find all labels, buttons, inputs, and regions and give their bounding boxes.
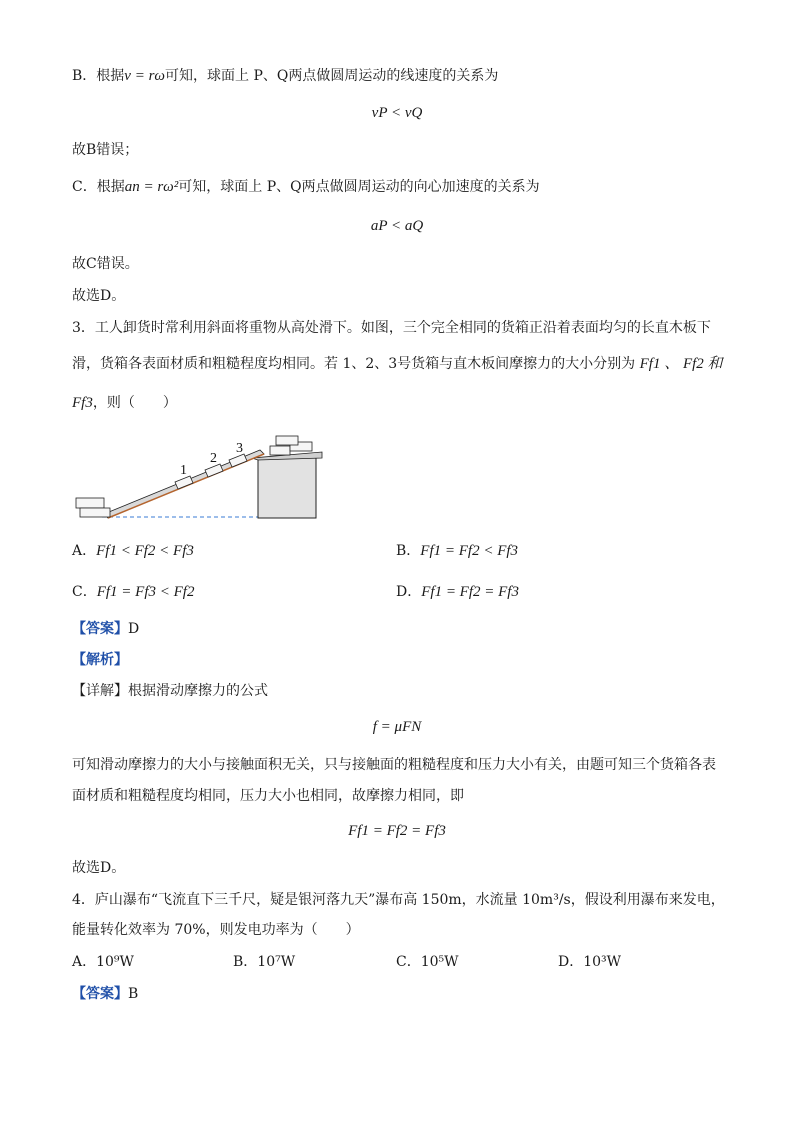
q3-option-b: B．Ff1 = Ff2 < Ff3 [396, 543, 519, 559]
q3-option-c: C．Ff1 = Ff3 < Ff2 [72, 584, 195, 600]
label-3: 3 [236, 441, 243, 456]
q3-force-vars: Ff1 、 Ff2 和 [639, 356, 723, 372]
verdict-c: 故C错误。 [72, 256, 139, 272]
q3-explain-line1: 可知滑动摩擦力的大小与接触面积无关，只与接触面的粗糙程度和压力大小有关，由题可知三个货箱各表 [72, 757, 716, 773]
q4-stem-line2: 能量转化效率为 70%，则发电功率为（ ） [72, 922, 360, 938]
q3-choice: 故选D。 [72, 860, 126, 876]
q4-option-d: D．10³W [558, 954, 622, 970]
q3-stem-line3: Ff3，则（ ） [72, 395, 177, 411]
formula-an: an = rω² [124, 179, 179, 195]
q3-explain-line2: 面材质和粗糙程度均相同，压力大小也相同，故摩擦力相同，即 [72, 788, 464, 804]
verdict-b: 故B错误； [72, 142, 139, 158]
answer-tag: 【答案】 [72, 621, 128, 637]
q3-detail: 【详解】根据滑动摩擦力的公式 [72, 683, 268, 699]
q4-option-c: C．10⁵W [396, 954, 459, 970]
label-2: 2 [210, 451, 217, 466]
prev-choice: 故选D。 [72, 288, 126, 304]
option-b-explanation: B．根据v = rω可知，球面上 P、Q两点做圆周运动的线速度的关系为 [72, 68, 499, 84]
incline-diagram [72, 432, 324, 522]
q4-option-a: A．10⁹W [72, 954, 134, 970]
result-ap-aq: aP < aQ [370, 218, 424, 234]
friction-formula: f = μFN [372, 719, 422, 735]
formula-v-r-omega: v = rω [124, 68, 166, 84]
q3-analysis-tag: 【解析】 [72, 652, 128, 668]
result-vp-vq: vP < vQ [371, 105, 423, 121]
q3-option-a: A．Ff1 < Ff2 < Ff3 [72, 543, 194, 559]
label-1: 1 [180, 463, 187, 478]
q4-option-b: B．10⁷W [233, 954, 296, 970]
q3-option-d: D．Ff1 = Ff2 = Ff3 [396, 584, 519, 600]
q3-answer: 【答案】D [72, 621, 140, 637]
incline-figure [72, 432, 324, 526]
q4-stem-line1: 4．庐山瀑布“飞流直下三千尺，疑是银河落九天”瀑布高 150m，水流量 10m³/s，假设利用瀑布来发电， [72, 892, 725, 908]
q3-result: Ff1 = Ff2 = Ff3 [348, 823, 446, 839]
q3-var-ff3: Ff3 [72, 395, 93, 411]
q4-answer: 【答案】B [72, 986, 139, 1002]
option-c-explanation: C．根据an = rω²可知，球面上 P、Q两点做圆周运动的向心加速度的关系为 [72, 179, 540, 195]
q3-stem-line2: 滑，货箱各表面材质和粗糙程度均相同。若 1、2、3号货箱与直木板间摩擦力的大小分别为 Ff1 、 Ff2 和 [72, 356, 723, 372]
q3-stem-line1: 3．工人卸货时常利用斜面将重物从高处滑下。如图，三个完全相同的货箱正沿着表面均匀的长直木板下 [72, 320, 711, 336]
